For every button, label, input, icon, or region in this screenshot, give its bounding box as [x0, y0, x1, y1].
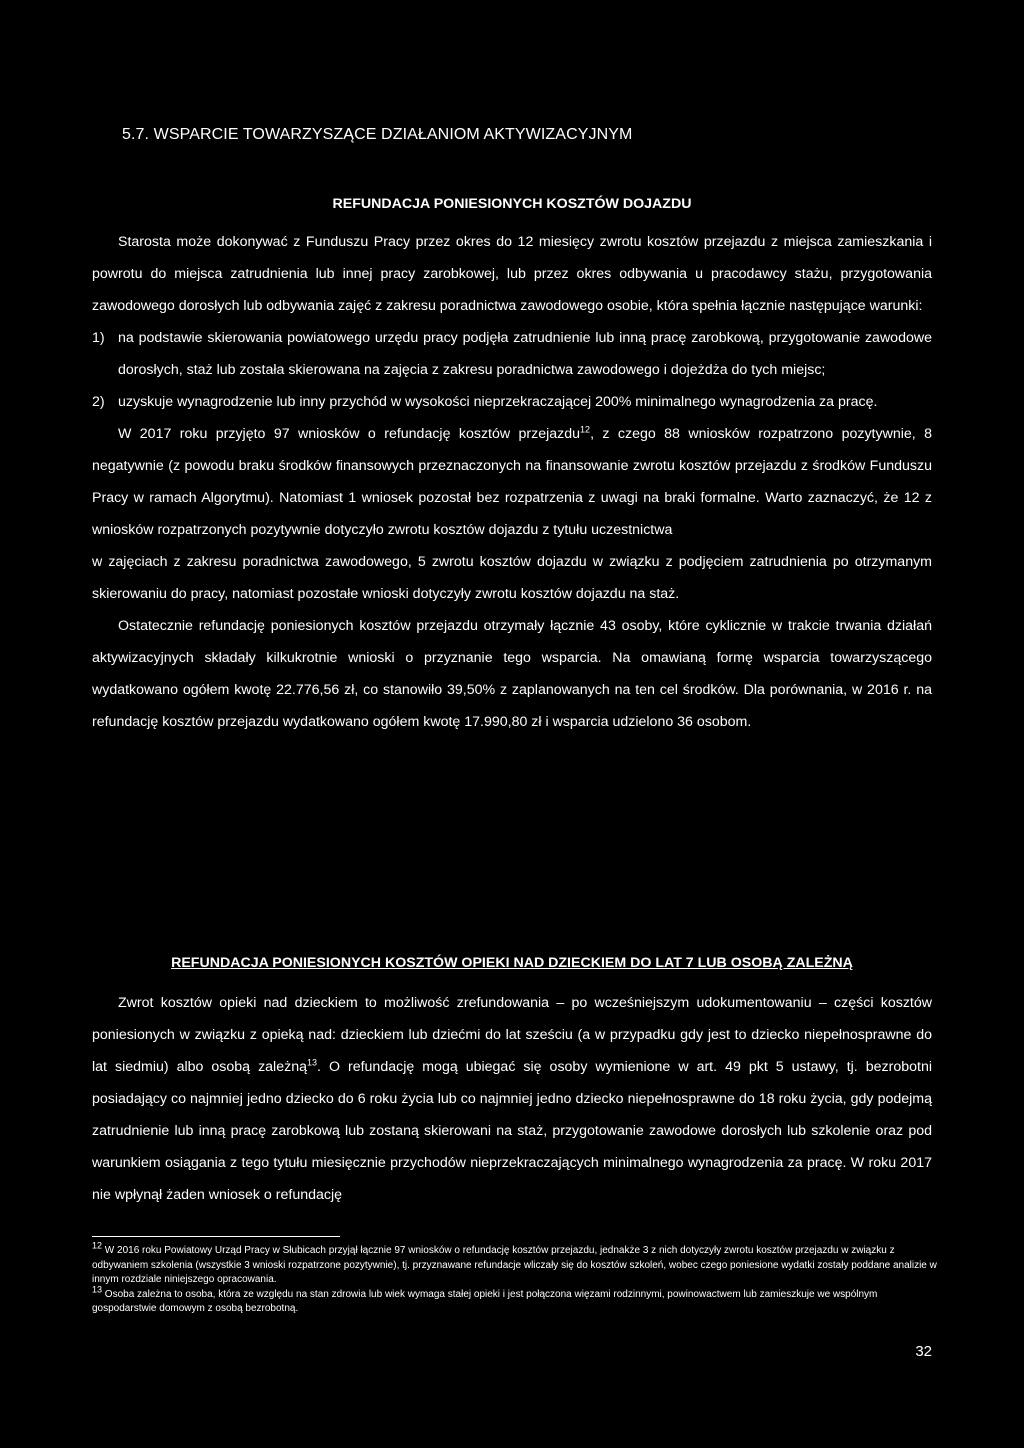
list-text: na podstawie skierowania powiatowego urzędu pracy podjęła zatrudnienie lub inną pracę zarobkową, przygotowanie zawodowe dorosłych, staż lub została skierowana na zajęcia z zakresu poradnictwa zawodowego i dojeżdża do tych miejsc; — [118, 330, 932, 378]
footnote-text: W 2016 roku Powiatowy Urząd Pracy w Słubicach przyjął łącznie 97 wniosków o refundację kosztów przejazdu, jednakże 3 z nich dotyczyły zwrotu kosztów przejazdu w związku z odbywaniem szkolenia (wszystkie 3 wnioski rozpatrzone pozytywnie), tj. przyznawane refundacje wliczały się do kosztów szkoleń, wobec czego poniesione wydatki zostały poddane analizie w innym rozdziale niniejszego opracowania. — [92, 1245, 937, 1285]
travel-refund-section — [92, 226, 932, 738]
list-item-2 — [92, 386, 932, 418]
footnote-12 — [92, 1240, 942, 1288]
list-item-1 — [92, 322, 932, 386]
para-text: Zwrot kosztów opieki nad dzieckiem to możliwość zrefundowania – po wcześniejszym udokumentowaniu – części kosztów poniesionych w związku z opieką nad: dzieckiem lub dziećmi do lat sześciu (a w przypadku gdy jest to dziecko niepełnosprawne do lat siedmiu) albo osobą zależną — [92, 995, 932, 1075]
page-number: 32 — [915, 1343, 932, 1360]
footnote-divider — [92, 1236, 340, 1237]
heading-travel-refund: REFUNDACJA PONIESIONYCH KOSZTÓW DOJAZDU — [332, 196, 692, 212]
childcare-refund-section — [92, 987, 932, 1211]
para-text: , z czego 88 wniosków rozpatrzono pozytywnie, 8 negatywnie (z powodu braku środków finansowych przeznaczonych na finansowanie zwrotu kosztów przejazdu z środków Funduszu Pracy w ramach Algorytmu). Natomiast 1 wniosek pozostał bez rozpatrzenia z uwagi na braki formalne. Warto zaznaczyć, że 12 z wniosków rozpatrzonych pozytywnie dotyczyło zwrotu kosztów dojazdu z tytułu uczestnictwa — [92, 426, 932, 538]
footnotes — [92, 1240, 942, 1317]
para-text: . O refundację mogą ubiegać się osoby wymienione w art. 49 pkt 5 ustawy, tj. bezrobotni posiadający co najmniej jedno dziecko do 6 roku życia lub co najmniej jedno dziecko niepełnosprawne do 18 roku życia, gdy podejmą zatrudnienie lub inną pracę zarobkową lub zostaną skierowani na staż, przygotowanie zawodowe dorosłych lub szkolenie oraz pod warunkiem osiągania z tego tytułu miesięcznie przychodów nieprzekraczających minimalnego wynagrodzenia za pracę. W roku 2017 nie wpłynął żaden wniosek o refundację — [92, 1059, 932, 1203]
list-number: 1) — [92, 330, 105, 346]
paragraph-childcare — [92, 987, 932, 1211]
footnote-ref-12[interactable]: 12 — [580, 424, 591, 435]
paragraph-2017-applications — [92, 418, 932, 546]
para-text: W 2017 roku przyjęto 97 wniosków o refundację kosztów przejazdu — [118, 426, 581, 442]
list-text: uzyskuje wynagrodzenie lub inny przychód w wysokości nieprzekraczającej 200% minimalnego wynagrodzenia za pracę. — [118, 394, 878, 410]
footnote-ref-13[interactable]: 13 — [306, 1057, 317, 1068]
paragraph-summary: Ostatecznie refundację poniesionych kosztów przejazdu otrzymały łącznie 43 osoby, które cyklicznie w trakcie trwania działań aktywizacyjnych składały kilkukrotnie wnioski o przyznanie tego wsparcia. Na omawianą formę wsparcia towarzyszącego wydatkowano ogółem kwotę 22.776,56 zł, co stanowiło 39,50% z zaplanowanych na ten cel środków. Dla porównania, w 2016 r. na refundację kosztów przejazdu wydatkowano ogółem kwotę 17.990,80 zł i wsparcia udzielono 36 osobom. — [92, 618, 932, 730]
heading-childcare-refund: REFUNDACJA PONIESIONYCH KOSZTÓW OPIEKI NAD DZIECKIEM DO LAT 7 LUB OSOBĄ ZALEŻNĄ — [171, 955, 853, 971]
paragraph-intro: Starosta może dokonywać z Funduszu Pracy przez okres do 12 miesięcy zwrotu kosztów przejazdu z miejsca zamieszkania i powrotu do miejsca zatrudnienia lub innej pracy zarobkowej, lub przez okres odbywania u pracodawcy stażu, przygotowania zawodowego dorosłych lub odbywania zajęć z zakresu poradnictwa zawodowego osobie, która spełnia łącznie następujące warunki: — [92, 234, 932, 314]
footnote-13 — [92, 1284, 942, 1317]
footnote-text: Osoba zależna to osoba, która ze względu na stan zdrowia lub wiek wymaga stałej opieki i jest połączona więzami rodzinnymi, powinowactwem lub zamieszkuje we wspólnym gospodarstwie domowym z osobą bezrobotną. — [92, 1288, 878, 1314]
paragraph-activities: w zajęciach z zakresu poradnictwa zawodowego, 5 zwrotu kosztów dojazdu w związku z podjęciem zatrudnienia po otrzymanym skierowaniu do pracy, natomiast pozostałe wnioski dotyczyły zwrotu kosztów dojazdu na staż. — [92, 554, 932, 602]
section-title: 5.7. WSPARCIE TOWARZYSZĄCE DZIAŁANIOM AKTYWIZACYJNYM — [122, 126, 633, 143]
list-number: 2) — [92, 394, 105, 410]
footnote-marker: 12 — [92, 1240, 103, 1251]
footnote-marker: 13 — [92, 1284, 103, 1295]
